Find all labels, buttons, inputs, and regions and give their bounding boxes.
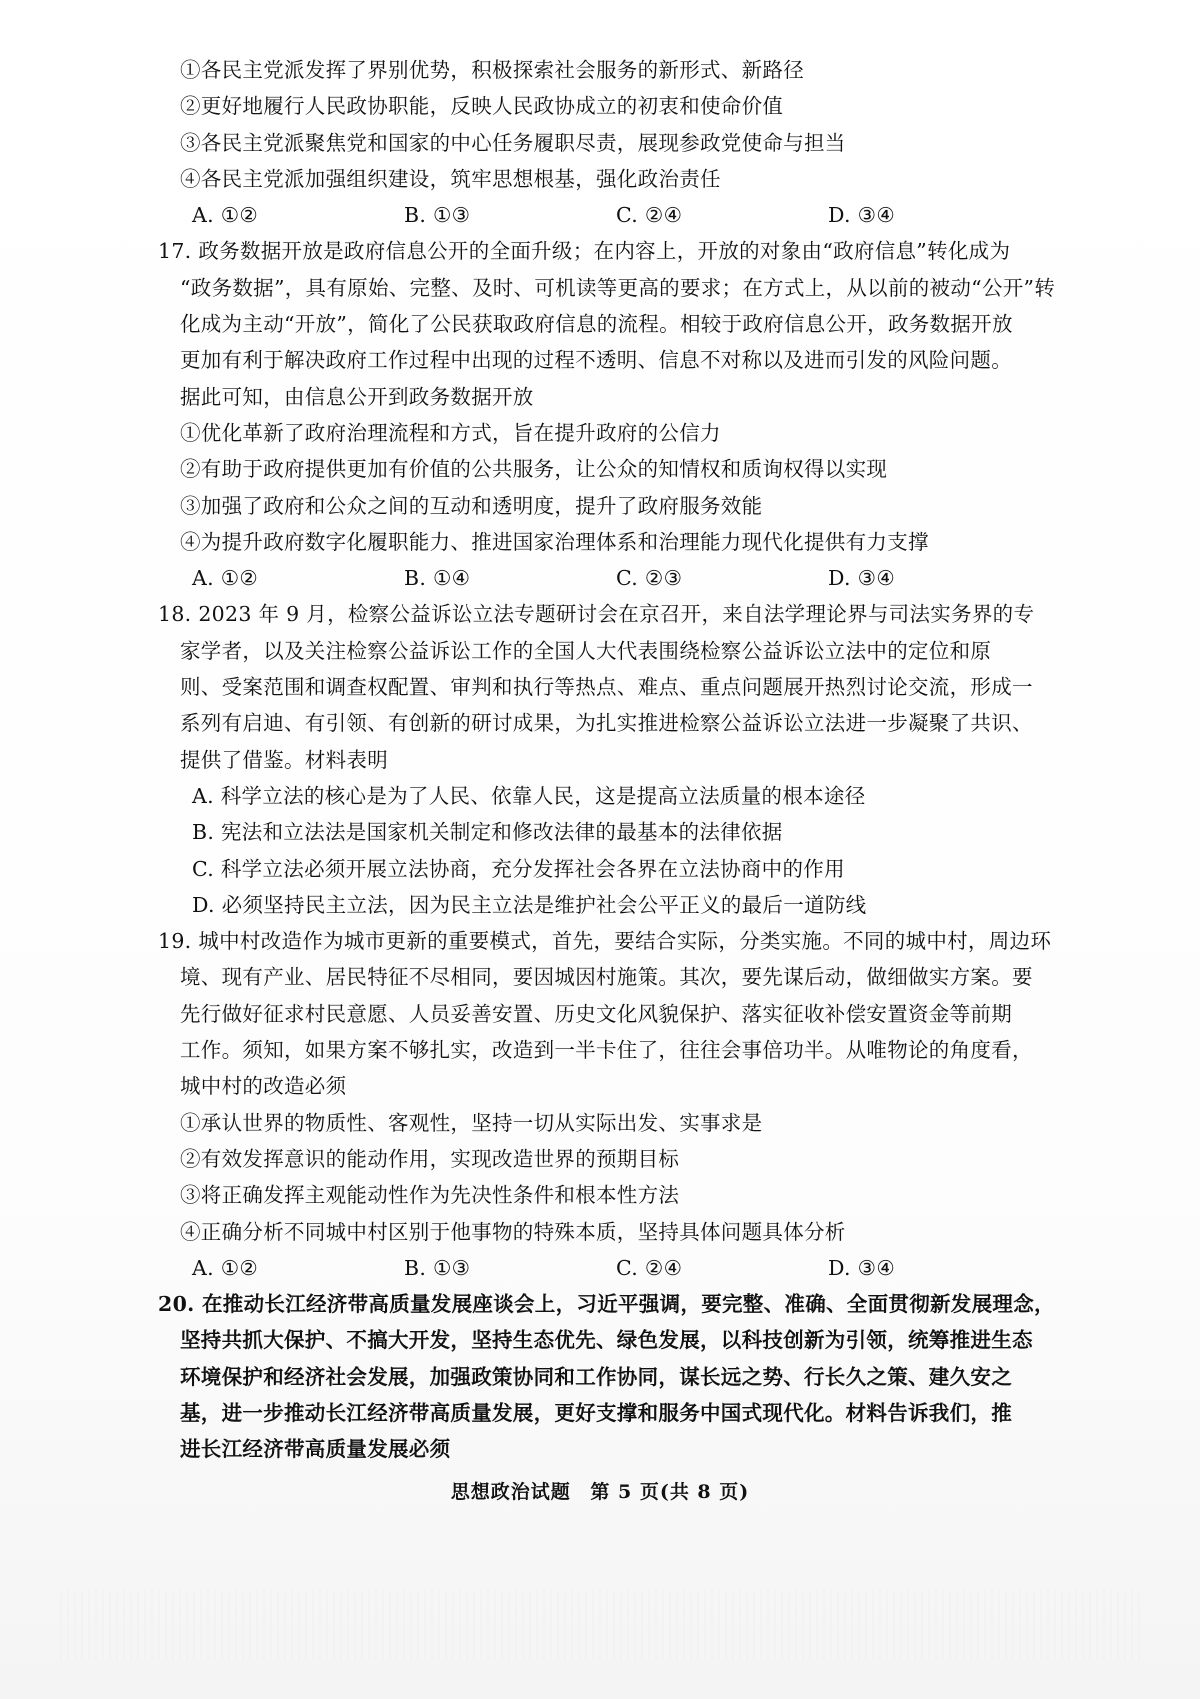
q16-statement-1: ①各民主党派发挥了界别优势，积极探索社会服务的新形式、新路径 (180, 58, 804, 82)
q19-choices (168, 1250, 1113, 1286)
q17-stem-line-1: 17. 政务数据开放是政府信息公开的全面升级；在内容上，开放的对象由“政府信息”转化成为 (158, 239, 1011, 264)
q17-statement-1: ①优化革新了政府治理流程和方式，旨在提升政府的公信力 (180, 420, 721, 445)
q16-statement-4: ④各民主党派加强组织建设，筑牢思想根基，强化政治责任 (180, 166, 721, 191)
question-19 (158, 923, 1113, 1286)
q20-stem-line-2: 坚持共抓大保护、不搞大开发，坚持生态优先、绿色发展，以科技创新为引领，统筹推进生态 (180, 1328, 1033, 1353)
q17-stem-line-4: 更加有利于解决政府工作过程中出现的过程不透明、信息不对称以及进而引发的风险问题。 (180, 348, 1012, 373)
q19-stem-line-5: 城中村的改造必须 (180, 1074, 347, 1099)
q17-choice-a: A. ①② (192, 566, 259, 591)
q17-statement-4: ④为提升政府数字化履职能力、推进国家治理体系和治理能力现代化提供有力支撑 (180, 529, 929, 554)
q17-statement-2: ②有助于政府提供更加有价值的公共服务，让公众的知情权和质询权得以实现 (180, 457, 888, 482)
q19-statement-4: ④正确分析不同城中村区别于他事物的特殊本质，坚持具体问题具体分析 (180, 1219, 846, 1244)
q17-stem-line-2: “政务数据”，具有原始、完整、及时、可机读等更高的要求；在方式上，从以前的被动“公开”转 (180, 275, 1056, 300)
q19-stem-line-4: 工作。须知，如果方案不够扎实，改造到一半卡住了，往往会事倍功半。从唯物论的角度看， (180, 1038, 1033, 1063)
q16-statements (168, 52, 1113, 197)
q17-stem-line-5: 据此可知，由信息公开到政务数据开放 (180, 384, 534, 409)
q19-choice-d: D. ③④ (828, 1255, 895, 1280)
q16-statement-2: ②更好地履行人民政协职能，反映人民政协成立的初衷和使命价值 (180, 94, 784, 119)
question-18 (158, 596, 1113, 923)
q16-choice-c: C. ②④ (616, 203, 683, 228)
q20-stem-line-1: 20. 在推动长江经济带高质量发展座谈会上，习近平强调，要完整、准确、全面贯彻新发展理念， (158, 1292, 1055, 1317)
footer-page-number: 第 5 页(共 8 页) (590, 1481, 750, 1503)
q19-choice-a: A. ①② (192, 1255, 259, 1280)
q18-stem-line-5: 提供了借鉴。材料表明 (180, 747, 388, 772)
q18-choice-d: D. 必须坚持民主立法，因为民主立法是维护社会公平正义的最后一道防线 (192, 892, 867, 917)
footer-subject: 思想政治试题 (450, 1481, 571, 1503)
q18-stem-line-2: 家学者，以及关注检察公益诉讼工作的全国人大代表围绕检察公益诉讼立法中的定位和原 (180, 638, 992, 663)
page-footer (0, 1477, 1200, 1504)
q19-statement-2: ②有效发挥意识的能动作用，实现改造世界的预期目标 (180, 1146, 680, 1171)
q18-choice-b: B. 宪法和立法法是国家机关制定和修改法律的最基本的法律依据 (192, 820, 783, 845)
q18-stem-line-1: 18. 2023 年 9 月，检察公益诉讼立法专题研讨会在京召开，来自法学理论界与司法实务界的专 (158, 602, 1035, 627)
q20-stem-line-4: 基，进一步推动长江经济带高质量发展，更好支撑和服务中国式现代化。材料告诉我们，推 (180, 1400, 1012, 1425)
q17-choice-b: B. ①④ (404, 566, 471, 591)
q17-choice-d: D. ③④ (828, 566, 895, 591)
q16-choice-d: D. ③④ (828, 203, 895, 228)
q19-statement-1: ①承认世界的物质性、客观性，坚持一切从实际出发、实事求是 (180, 1110, 763, 1135)
q20-stem-line-5: 进长江经济带高质量发展必须 (180, 1437, 451, 1462)
q17-choices (168, 560, 1113, 596)
scan-noise-band (60, 1590, 1140, 1660)
q18-stem-line-3: 则、受案范围和调查权配置、审判和执行等热点、难点、重点问题展开热烈讨论交流，形成一 (180, 675, 1033, 700)
question-20 (158, 1286, 1113, 1467)
q16-statement-3: ③各民主党派聚焦党和国家的中心任务履职尽责，展现参政党使命与担当 (180, 130, 846, 155)
q17-statement-3: ③加强了政府和公众之间的互动和透明度，提升了政府服务效能 (180, 493, 763, 518)
q17-choice-c: C. ②③ (616, 566, 683, 591)
q18-choice-a: A. 科学立法的核心是为了人民、依靠人民，这是提高立法质量的根本途径 (192, 783, 866, 808)
q19-choice-c: C. ②④ (616, 1255, 683, 1280)
question-17 (158, 233, 1113, 596)
q16-choice-a: A. ①② (192, 203, 259, 228)
q18-stem-line-4: 系列有启迪、有引领、有创新的研讨成果，为扎实推进检察公益诉讼立法进一步凝聚了共识、 (180, 711, 1033, 736)
q19-choice-b: B. ①③ (404, 1255, 471, 1280)
q19-statement-3: ③将正确发挥主观能动性作为先决性条件和根本性方法 (180, 1183, 680, 1208)
q19-stem-line-3: 先行做好征求村民意愿、人员妥善安置、历史文化风貌保护、落实征收补偿安置资金等前期 (180, 1001, 1012, 1026)
q19-stem-line-2: 境、现有产业、居民特征不尽相同，要因城因村施策。其次，要先谋后动，做细做实方案。要 (180, 965, 1033, 990)
q18-choice-c: C. 科学立法必须开展立法协商，充分发挥社会各界在立法协商中的作用 (192, 856, 845, 881)
q19-stem-line-1: 19. 城中村改造作为城市更新的重要模式，首先，要结合实际，分类实施。不同的城中村，周边环 (158, 929, 1052, 954)
q16-choices (168, 197, 1113, 233)
q17-stem-line-3: 化成为主动“开放”，简化了公民获取政府信息的流程。相较于政府信息公开，政务数据开放 (180, 312, 1013, 337)
exam-content (158, 52, 1113, 1468)
q20-stem-line-3: 环境保护和经济社会发展，加强政策协同和工作协同，谋长远之势、行长久之策、建久安之 (180, 1364, 1012, 1389)
q16-choice-b: B. ①③ (404, 203, 471, 228)
